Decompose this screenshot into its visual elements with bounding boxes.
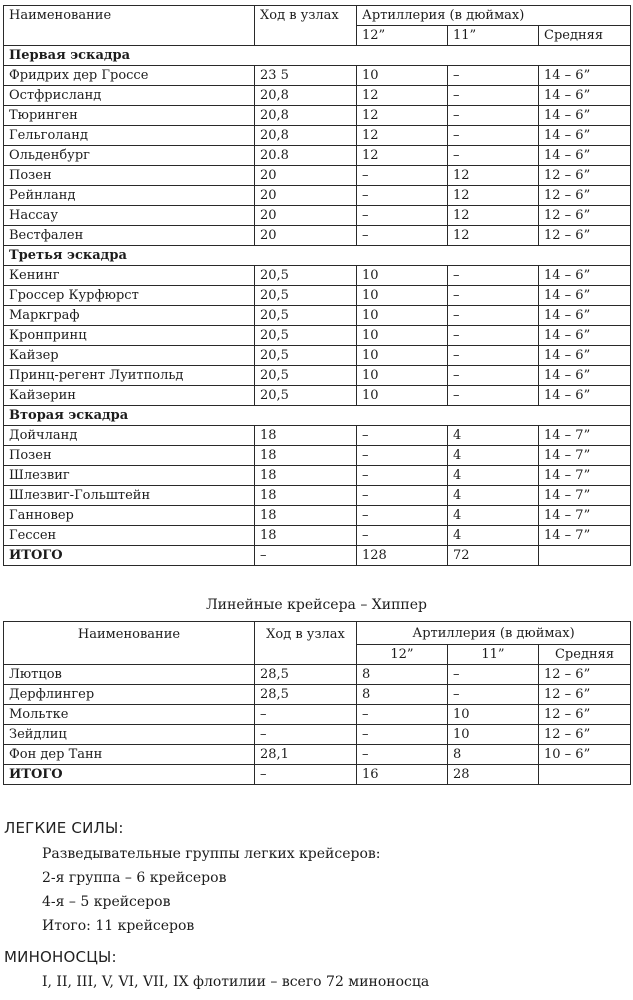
table-row xyxy=(4,266,631,286)
cal12-cell: – xyxy=(357,486,448,506)
ship-name-cell: Лютцов xyxy=(4,665,255,685)
cruisers-caption: Линейные крейсера – Хиппер xyxy=(205,597,428,613)
ship-name-cell: Позен xyxy=(4,166,255,186)
speed-cell: 28,5 xyxy=(255,685,357,705)
cal11-cell: 4 xyxy=(448,446,539,466)
speed-cell: 28,1 xyxy=(255,745,357,765)
table-row xyxy=(4,506,631,526)
cal12-cell: 10 xyxy=(357,286,448,306)
cal11-cell: – xyxy=(448,106,539,126)
cal11-cell: – xyxy=(448,126,539,146)
cal12-cell: 12 xyxy=(357,86,448,106)
cal11-cell: – xyxy=(448,386,539,406)
table-row xyxy=(4,66,631,86)
torpedo-boats-line: I, II, III, V, VI, VII, IX флотилии – всего 72 миноносца xyxy=(42,974,430,990)
header-medium: Средняя xyxy=(539,645,631,665)
header-artillery: Артиллерия (в дюймах) xyxy=(357,6,631,26)
ship-name-cell: Шлезвиг-Гольштейн xyxy=(4,486,255,506)
medium-cell: 14 – 6” xyxy=(539,266,631,286)
table-row xyxy=(4,426,631,446)
speed-cell: 18 xyxy=(255,446,357,466)
medium-cell: 14 – 6” xyxy=(539,346,631,366)
table-row xyxy=(4,286,631,306)
speed-cell: 18 xyxy=(255,506,357,526)
ship-name-cell: Вестфален xyxy=(4,226,255,246)
table-row xyxy=(4,306,631,326)
medium-cell: 12 – 6” xyxy=(539,685,631,705)
header-cal11: 11” xyxy=(448,26,539,46)
speed-cell: 18 xyxy=(255,526,357,546)
speed-cell: – xyxy=(255,546,357,566)
cal12-cell: – xyxy=(357,186,448,206)
medium-cell: 14 – 6” xyxy=(539,106,631,126)
cal11-cell: – xyxy=(448,665,539,685)
ship-name-cell: Шлезвиг xyxy=(4,466,255,486)
cal11-cell: 10 xyxy=(448,725,539,745)
ship-name-cell: Кайзер xyxy=(4,346,255,366)
speed-cell: 20.8 xyxy=(255,146,357,166)
speed-cell: 20,5 xyxy=(255,306,357,326)
cal11-cell: 12 xyxy=(448,186,539,206)
cal12-cell: 8 xyxy=(357,685,448,705)
cal12-cell: – xyxy=(357,705,448,725)
ship-name-cell: Кайзерин xyxy=(4,386,255,406)
speed-cell: 28,5 xyxy=(255,665,357,685)
cal11-cell: – xyxy=(448,326,539,346)
cal12-cell: – xyxy=(357,745,448,765)
cal11-cell: – xyxy=(448,685,539,705)
speed-cell: – xyxy=(255,725,357,745)
cal12-cell: 10 xyxy=(357,346,448,366)
ship-name-cell: Мольтке xyxy=(4,705,255,725)
ship-name-cell: ИТОГО xyxy=(4,765,255,785)
table-row xyxy=(4,665,631,685)
cal11-cell: 28 xyxy=(448,765,539,785)
medium-cell: 14 – 6” xyxy=(539,306,631,326)
cal12-cell: 8 xyxy=(357,665,448,685)
header-medium: Средняя xyxy=(539,26,631,46)
cal11-cell: 4 xyxy=(448,466,539,486)
medium-cell: 12 – 6” xyxy=(539,206,631,226)
section-row xyxy=(4,406,631,426)
medium-cell xyxy=(539,546,631,566)
medium-cell: 14 – 7” xyxy=(539,486,631,506)
cal11-cell: 10 xyxy=(448,705,539,725)
table-row xyxy=(4,146,631,166)
table-row xyxy=(4,126,631,146)
light-forces-line: 4-я – 5 крейсеров xyxy=(42,894,171,910)
ship-name-cell: Гессен xyxy=(4,526,255,546)
cal11-cell: – xyxy=(448,366,539,386)
cal11-cell: – xyxy=(448,86,539,106)
medium-cell: 14 – 6” xyxy=(539,146,631,166)
header-name: Наименование xyxy=(4,6,255,46)
header-speed: Ход в узлах xyxy=(255,6,357,46)
medium-cell: 12 – 6” xyxy=(539,705,631,725)
table-row xyxy=(4,446,631,466)
speed-cell: 20,5 xyxy=(255,286,357,306)
speed-cell: 23 5 xyxy=(255,66,357,86)
cal12-cell: – xyxy=(357,466,448,486)
ship-name-cell: Кенинг xyxy=(4,266,255,286)
speed-cell: 20,8 xyxy=(255,86,357,106)
cal11-cell: 12 xyxy=(448,166,539,186)
ship-name-cell: Ольденбург xyxy=(4,146,255,166)
cal12-cell: 10 xyxy=(357,366,448,386)
cal12-cell: 12 xyxy=(357,126,448,146)
cal12-cell: 10 xyxy=(357,66,448,86)
cal11-cell: 12 xyxy=(448,206,539,226)
cal11-cell: – xyxy=(448,286,539,306)
table-row xyxy=(4,166,631,186)
light-forces-line: 2-я группа – 6 крейсеров xyxy=(42,870,227,886)
table-row xyxy=(4,366,631,386)
speed-cell: 20,5 xyxy=(255,326,357,346)
speed-cell: 20,5 xyxy=(255,386,357,406)
speed-cell: 20 xyxy=(255,206,357,226)
cal12-cell: 10 xyxy=(357,266,448,286)
cal12-cell: – xyxy=(357,426,448,446)
medium-cell: 14 – 7” xyxy=(539,526,631,546)
cal12-cell: – xyxy=(357,446,448,466)
medium-cell: 12 – 6” xyxy=(539,725,631,745)
medium-cell: 14 – 7” xyxy=(539,446,631,466)
cal12-cell: – xyxy=(357,226,448,246)
table-row xyxy=(4,226,631,246)
cal11-cell: – xyxy=(448,146,539,166)
table-row xyxy=(4,206,631,226)
table-row xyxy=(4,326,631,346)
header-artillery: Артиллерия (в дюймах) xyxy=(357,622,631,645)
cal12-cell: 16 xyxy=(357,765,448,785)
cal12-cell: – xyxy=(357,526,448,546)
medium-cell: 14 – 6” xyxy=(539,126,631,146)
medium-cell: 14 – 6” xyxy=(539,286,631,306)
ship-name-cell: Гроссер Курфюрст xyxy=(4,286,255,306)
torpedo-boats-heading: МИНОНОСЦЫ: xyxy=(4,948,117,966)
speed-cell: 18 xyxy=(255,466,357,486)
section-title: Первая эскадра xyxy=(4,46,631,66)
speed-cell: 18 xyxy=(255,486,357,506)
cal12-cell: – xyxy=(357,506,448,526)
header-cal12: 12” xyxy=(357,26,448,46)
cal11-cell: 12 xyxy=(448,226,539,246)
ship-name-cell: Позен xyxy=(4,446,255,466)
cal11-cell: – xyxy=(448,306,539,326)
table-row xyxy=(4,745,631,765)
light-forces-line: Итого: 11 крейсеров xyxy=(42,918,195,934)
total-row xyxy=(4,765,631,785)
table-row xyxy=(4,725,631,745)
cal12-cell: 10 xyxy=(357,326,448,346)
ship-name-cell: Остфрисланд xyxy=(4,86,255,106)
ship-name-cell: Маркграф xyxy=(4,306,255,326)
cal11-cell: 4 xyxy=(448,506,539,526)
medium-cell: 14 – 6” xyxy=(539,66,631,86)
speed-cell: 20,8 xyxy=(255,126,357,146)
cal11-cell: 4 xyxy=(448,426,539,446)
cal11-cell: 8 xyxy=(448,745,539,765)
section-title: Вторая эскадра xyxy=(4,406,631,426)
medium-cell: 12 – 6” xyxy=(539,665,631,685)
cal12-cell: 128 xyxy=(357,546,448,566)
table-row xyxy=(4,346,631,366)
table-row xyxy=(4,526,631,546)
medium-cell xyxy=(539,765,631,785)
speed-cell: 20,5 xyxy=(255,366,357,386)
speed-cell: 20 xyxy=(255,226,357,246)
table-row xyxy=(4,685,631,705)
cal12-cell: – xyxy=(357,166,448,186)
medium-cell: 14 – 7” xyxy=(539,466,631,486)
ship-name-cell: Кронпринц xyxy=(4,326,255,346)
speed-cell: 20 xyxy=(255,166,357,186)
table-row xyxy=(4,466,631,486)
medium-cell: 14 – 6” xyxy=(539,386,631,406)
medium-cell: 14 – 7” xyxy=(539,426,631,446)
medium-cell: 14 – 6” xyxy=(539,86,631,106)
medium-cell: 14 – 7” xyxy=(539,506,631,526)
speed-cell: – xyxy=(255,765,357,785)
ship-name-cell: Гельголанд xyxy=(4,126,255,146)
section-title: Третья эскадра xyxy=(4,246,631,266)
ship-name-cell: Зейдлиц xyxy=(4,725,255,745)
speed-cell: 20 xyxy=(255,186,357,206)
header-cal11: 11” xyxy=(448,645,539,665)
speed-cell: 20,5 xyxy=(255,266,357,286)
speed-cell: 20,8 xyxy=(255,106,357,126)
table-row xyxy=(4,186,631,206)
cal12-cell: 10 xyxy=(357,386,448,406)
speed-cell: 18 xyxy=(255,426,357,446)
cal11-cell: 4 xyxy=(448,486,539,506)
cal11-cell: – xyxy=(448,266,539,286)
ship-name-cell: Фон дер Танн xyxy=(4,745,255,765)
speed-cell: 20,5 xyxy=(255,346,357,366)
section-row xyxy=(4,246,631,266)
light-forces-line: Разведывательные группы легких крейсеров: xyxy=(42,846,381,862)
light-forces-heading: ЛЕГКИЕ СИЛЫ: xyxy=(4,819,124,837)
ship-name-cell: Тюринген xyxy=(4,106,255,126)
ship-name-cell: Нассау xyxy=(4,206,255,226)
ship-name-cell: Фридрих дер Гроссе xyxy=(4,66,255,86)
ship-name-cell: Дерфлингер xyxy=(4,685,255,705)
ship-name-cell: Дойчланд xyxy=(4,426,255,446)
header-name: Наименование xyxy=(4,622,255,665)
cal11-cell: 72 xyxy=(448,546,539,566)
total-row xyxy=(4,546,631,566)
ship-name-cell: Ганновер xyxy=(4,506,255,526)
medium-cell: 12 – 6” xyxy=(539,166,631,186)
section-row xyxy=(4,46,631,66)
battleships-table xyxy=(3,5,631,566)
battlecruisers-table xyxy=(3,621,631,785)
cal11-cell: – xyxy=(448,66,539,86)
table-row xyxy=(4,386,631,406)
table-row xyxy=(4,486,631,506)
ship-name-cell: Принц-регент Луитпольд xyxy=(4,366,255,386)
cal11-cell: 4 xyxy=(448,526,539,546)
cal12-cell: 10 xyxy=(357,306,448,326)
medium-cell: 10 – 6” xyxy=(539,745,631,765)
cal11-cell: – xyxy=(448,346,539,366)
ship-name-cell: Рейнланд xyxy=(4,186,255,206)
header-cal12: 12” xyxy=(357,645,448,665)
cal12-cell: – xyxy=(357,725,448,745)
table-row xyxy=(4,705,631,725)
cal12-cell: 12 xyxy=(357,146,448,166)
medium-cell: 14 – 6” xyxy=(539,366,631,386)
header-speed: Ход в узлах xyxy=(255,622,357,665)
medium-cell: 12 – 6” xyxy=(539,226,631,246)
table-row xyxy=(4,86,631,106)
medium-cell: 12 – 6” xyxy=(539,186,631,206)
table-row xyxy=(4,106,631,126)
cal12-cell: – xyxy=(357,206,448,226)
cal12-cell: 12 xyxy=(357,106,448,126)
ship-name-cell: ИТОГО xyxy=(4,546,255,566)
speed-cell: – xyxy=(255,705,357,725)
medium-cell: 14 – 6” xyxy=(539,326,631,346)
